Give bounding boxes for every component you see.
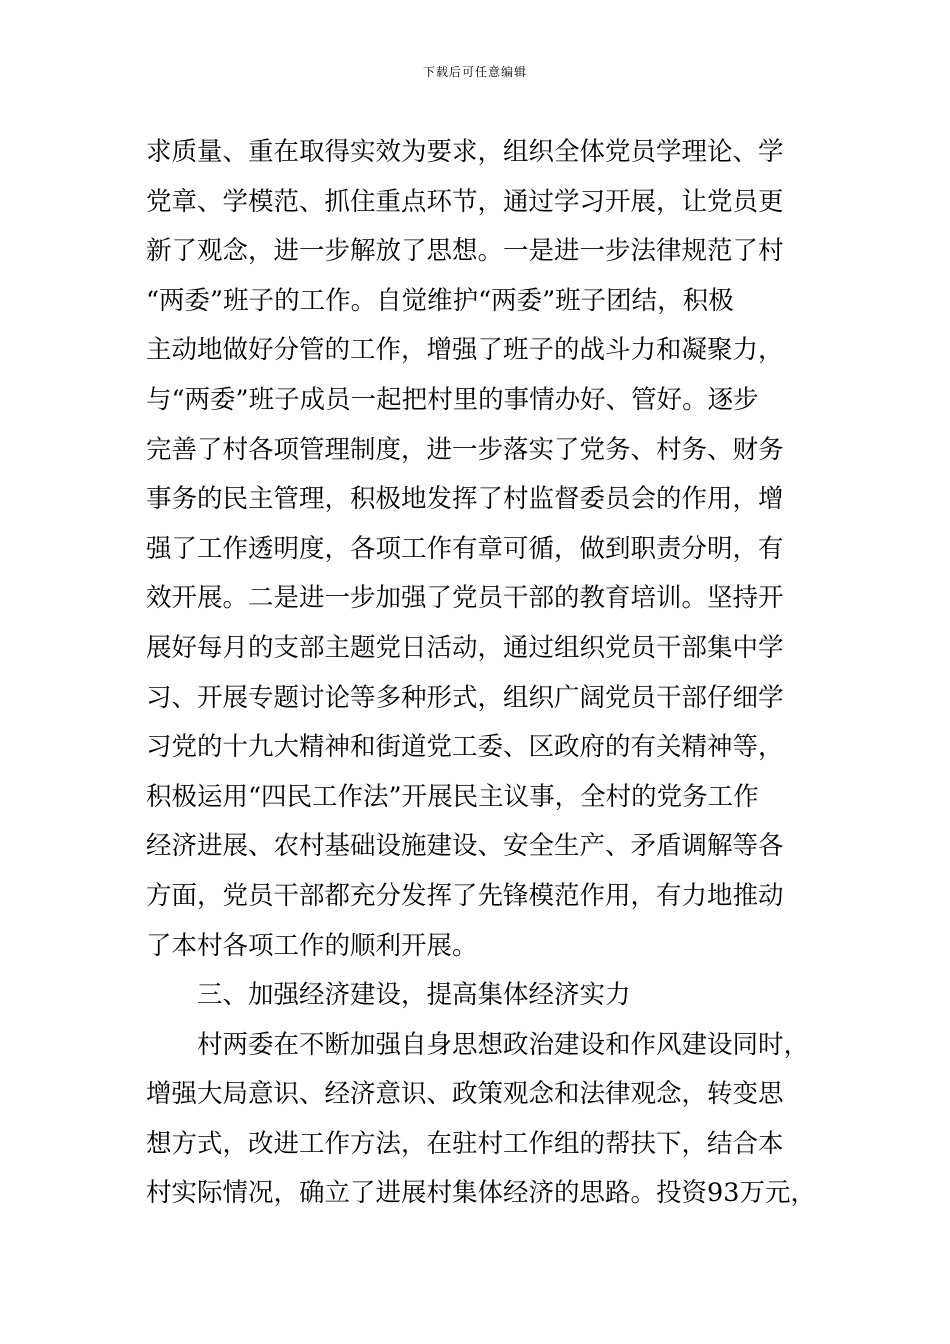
text-line: 村实际情况，确立了进展村集体经济的思路。投资93万元， — [146, 1178, 816, 1209]
text-line: 党章、学模范、抓住重点环节，通过学习开展，让党员更 — [146, 186, 784, 217]
section-heading: 三、加强经济建设，提高集体经济实力 — [197, 980, 631, 1011]
text-line: 方面，党员干部都充分发挥了先锋模范作用，有力地推动 — [146, 880, 784, 911]
text-line: 与“两委”班子成员一起把村里的事情办好、管好。逐步 — [146, 384, 759, 415]
text-line: 求质量、重在取得实效为要求，组织全体党员学理论、学 — [146, 137, 784, 167]
text-line: 新了观念，进一步解放了思想。一是进一步法律规范了村 — [146, 236, 784, 267]
text-line: 了本村各项工作的顺利开展。 — [146, 930, 478, 961]
text-line: 习、开展专题讨论等多种形式，组织广阔党员干部仔细学 — [146, 682, 784, 713]
text-line: 积极运用“四民工作法”开展民主议事，全村的党务工作 — [146, 781, 759, 812]
text-line: “两委”班子的工作。自觉维护“两委”班子团结，积极 — [146, 285, 734, 316]
text-line: 经济进展、农村基础设施建设、安全生产、矛盾调解等各 — [146, 831, 784, 862]
text-line: 效开展。二是进一步加强了党员干部的教育培训。坚持开 — [146, 583, 784, 614]
text-line: 增强大局意识、经济意识、政策观念和法律观念，转变思 — [146, 1079, 784, 1110]
text-line: 村两委在不断加强自身思想政治建设和作风建设同时， — [197, 1029, 810, 1060]
text-line: 强了工作透明度，各项工作有章可循，做到职责分明，有 — [146, 533, 784, 564]
page-header: 下载后可任意编辑 — [422, 65, 527, 79]
text-line: 主动地做好分管的工作，增强了班子的战斗力和凝聚力， — [146, 335, 784, 366]
text-line: 想方式，改进工作方法，在驻村工作组的帮扶下，结合本 — [146, 1128, 784, 1159]
text-line: 习党的十九大精神和街道党工委、区政府的有关精神等， — [146, 732, 784, 763]
text-line: 事务的民主管理，积极地发挥了村监督委员会的作用，增 — [146, 484, 784, 515]
text-line: 展好每月的支部主题党日活动，通过组织党员干部集中学 — [146, 632, 784, 663]
document-body — [146, 128, 826, 1219]
text-line: 完善了村各项管理制度，进一步落实了党务、村务、财务 — [146, 434, 784, 465]
